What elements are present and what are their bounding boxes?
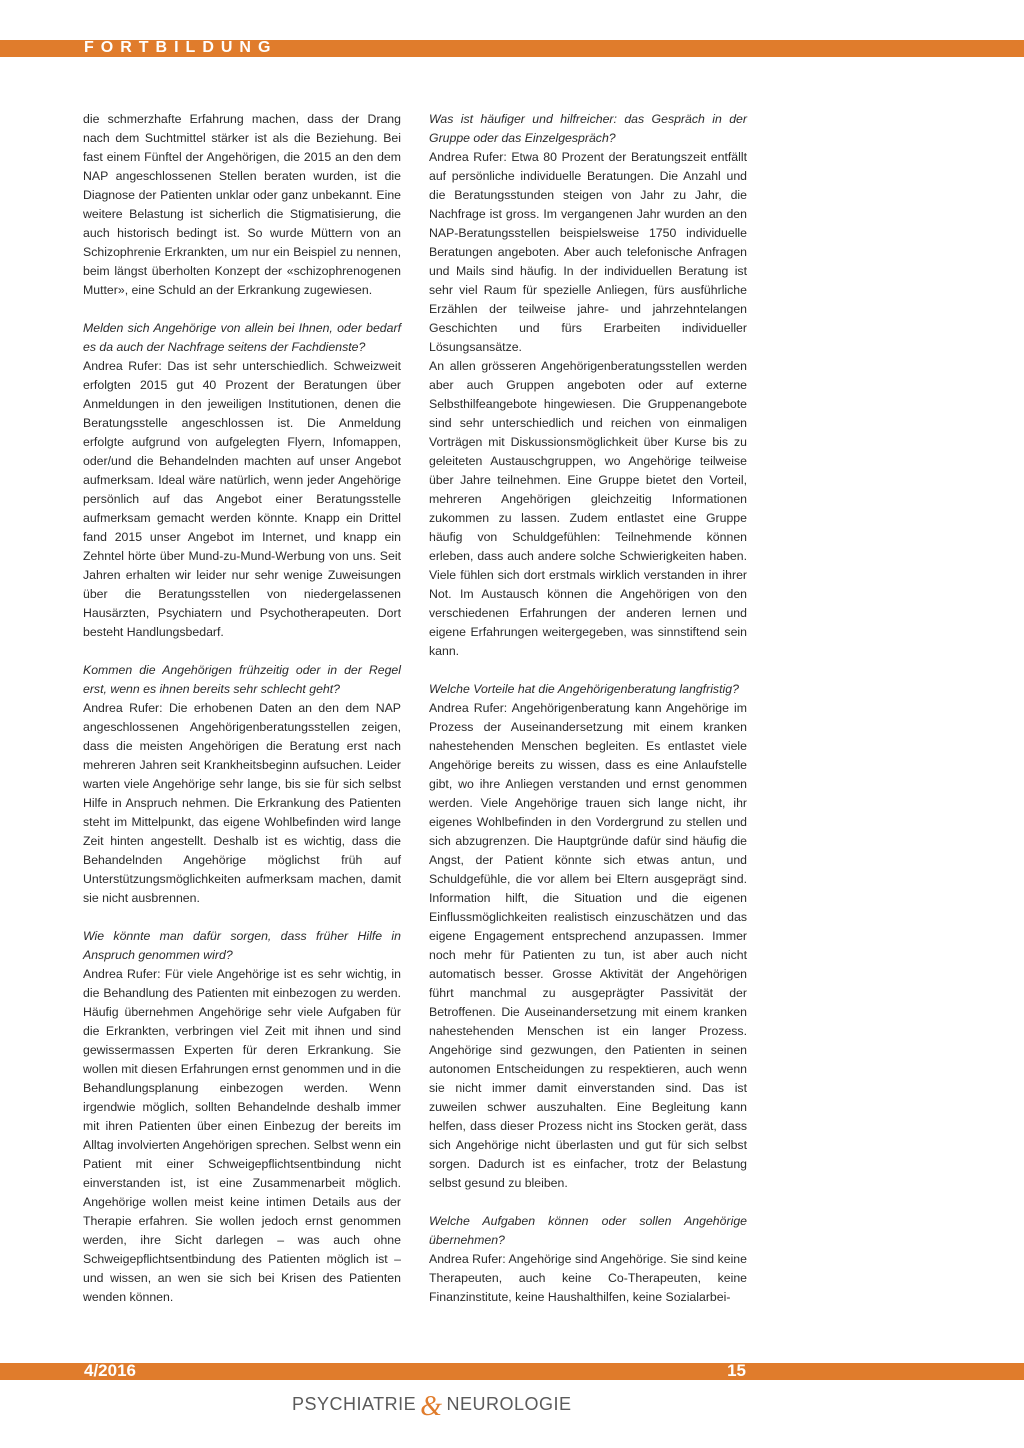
journal-ampersand: & xyxy=(420,1391,443,1422)
answer xyxy=(83,965,401,1307)
page-number: 15 xyxy=(727,1361,746,1380)
answer-text: Das ist sehr unterschiedlich. Schweizweit erfolgten 2015 gut 40 Prozent der Beratungen über Anmeldungen in den jeweiligen Institutionen, denen die Beratungsstelle angeschlossen ist. Die Anmeldung erfolgte aufgrund von aufgelegten Flyern, Infomappen, oder/und die Behandelnden machten auf unser Angebot aufmerksam. Ideal wäre natürlich, wenn jeder Angehörige persönlich auf das Angebot einer Beratungsstelle aufmerksam gemacht werden könnte. Knapp ein Drittel fand 2015 unser Angebot im Internet, und knapp ein Zehntel hörte über Mund-zu-Mund-Werbung von uns. Seit Jahren erhalten wir leider nur sehr wenige Zuweisungen über die Beratungsstellen von niedergelassenen Hausärzten, Psychiatern und Psychotherapeuten. Dort besteht Handlungsbedarf. xyxy=(83,359,401,639)
left-column xyxy=(83,110,401,1307)
answer xyxy=(83,357,401,642)
question: Melden sich Angehörige von allein bei Ihnen, oder bedarf es da auch der Nachfrage seitens der Fachdienste? xyxy=(83,321,401,354)
issue-number: 4/2016 xyxy=(84,1361,136,1380)
paragraph: An allen grösseren Angehörigenberatungsstellen werden aber auch Gruppen angeboten oder auf externe Selbsthilfeangebote hingewiesen. Die Gruppenangebote sind sehr unterschiedlich und reichen von einmaligen Vorträgen mit Diskussionsmöglichkeit über Kurse bis zu geleiteten Austauschgruppen, wo Angehörige teilweise über Jahre teilnehmen. Eine Gruppe bietet den Vorteil, mehreren Angehörigen gleichzeitig Informationen zukommen zu lassen. Zudem entlastet eine Gruppe häufig von Schuldgefühlen: Teilnehmende können erleben, dass auch andere solche Schwierigkeiten haben. Viele fühlen sich dort erstmals wirklich verstanden in ihrer Not. Im Austausch können die Angehörigen von den verschiedenen Erfahrungen der anderen lernen und eigene Erfahrungen weitergegeben, was sinnstiftend sein kann. xyxy=(429,359,747,658)
answer-text: Angehörigenberatung kann Angehörige im Prozess der Auseinandersetzung mit einem kranken nahestehenden Menschen begleiten. Es entlastet viele Angehörige bereits zu wissen, dass es eine Anlaufstelle gibt, wo ihre Anliegen verstanden und ernst genommen werden. Viele Angehörige trauen sich lange nicht, ihr eigenes Wohlbefinden in den Vordergrund zu stellen und sich abzugrenzen. Die Hauptgründe dafür sind häufig die Angst, der Patient könnte sich etwas antun, und Schuldgefühle, die vor allem bei Eltern ausgeprägt sind. Information hilft, die Situation und die eigenen Einflussmöglichkeiten realistisch einzuschätzen und das eigene Engagement entsprechend anzupassen. Immer noch mehr für Patienten zu tun, ist aber auch nicht automatisch besser. Grosse Aktivität der Angehörigen führt manchmal zu ausgeprägter Passivität der Betroffenen. Die Auseinandersetzung mit einem kranken nahestehenden Menschen ist ein langer Prozess. Angehörige sind gezwungen, den Patienten in seinen autonomen Entscheidungen zu respektieren, auch wenn sie nicht immer damit einverstanden sind. Das ist zuweilen schwer auszuhalten. Eine Begleitung kann helfen, dass dieser Prozess nicht ins Stocken gerät, dass sich Angehörige nicht überlasten und gut für sich selbst sorgen. Dadurch ist es einfacher, trotz der Belastung selbst gesund zu bleiben. xyxy=(429,701,747,1190)
paragraph: die schmerzhafte Erfahrung machen, dass der Drang nach dem Suchtmittel stärker ist als die Beziehung. Bei fast einem Fünftel der Angehörigen, die 2015 an den dem NAP angeschlossenen Stellen beraten wurden, ist die Diagnose der Patienten unklar oder ganz unbekannt. Eine weitere Belastung ist sicherlich die Stigmatisierung, die auch historisch bedingt ist. So wurde Müttern von an Schizophrenie Erkrankten, um nur ein Beispiel zu nennen, beim längst überholten Konzept der «schizophrenogenen Mutter», eine Schuld an der Erkrankung zugewiesen. xyxy=(83,112,401,297)
answer xyxy=(429,699,747,1193)
footer-bar xyxy=(0,1363,1024,1380)
speaker-name: Andrea Rufer: xyxy=(429,150,507,164)
speaker-name: Andrea Rufer: xyxy=(429,1252,506,1266)
answer-text: Etwa 80 Prozent der Beratungszeit entfällt auf persönliche individuelle Beratungen. Die Anzahl und die Beratungsstunden steigen von Jahr zu Jahr, die Nachfrage ist gross. Im vergangenen Jahr wurden an den NAP-Beratungsstellen beispielsweise 1750 individuelle Beratungen angeboten. Aber auch telefonische Anfragen und Mails sind häufig. In der individuellen Beratung ist sehr viel Raum für spezielle Anliegen, fürs ausführliche Erzählen der teilweise jahre- und jahrzehntelangen Geschichten und fürs Erarbeiten individueller Lösungsansätze. xyxy=(429,150,747,354)
journal-logo xyxy=(292,1386,572,1422)
question: Welche Vorteile hat die Angehörigenberatung langfristig? xyxy=(429,682,739,696)
question: Welche Aufgaben können oder sollen Angehörige übernehmen? xyxy=(429,1214,747,1247)
answer xyxy=(83,699,401,908)
answer xyxy=(429,1250,747,1307)
right-column xyxy=(429,110,747,1307)
answer xyxy=(429,148,747,357)
journal-name-part1: PSYCHIATRIE xyxy=(292,1394,417,1414)
answer-text: Angehörige sind Angehörige. Sie sind keine Therapeuten, auch keine Co-Therapeuten, keine Finanzinstitute, keine Haushalthilfen, keine Sozialarbei- xyxy=(429,1252,747,1304)
speaker-name: Andrea Rufer: xyxy=(429,701,508,715)
speaker-name: Andrea Rufer: xyxy=(83,359,162,373)
question: Was ist häufiger und hilfreicher: das Gespräch in der Gruppe oder das Einzelgespräch? xyxy=(429,112,747,145)
journal-name-part2: NEUROLOGIE xyxy=(446,1394,572,1414)
speaker-name: Andrea Rufer: xyxy=(83,967,161,981)
section-label: FORTBILDUNG xyxy=(84,39,278,56)
question: Wie könnte man dafür sorgen, dass früher Hilfe in Anspruch genommen wird? xyxy=(83,929,401,962)
speaker-name: Andrea Rufer: xyxy=(83,701,163,715)
answer-text: Für viele Angehörige ist es sehr wichtig, in die Behandlung des Patienten mit einbezogen zu werden. Häufig übernehmen Angehörige sehr viele Aufgaben für die Erkrankten, verbringen viel Zeit mit ihnen und sind gewissermassen Experten für deren Erkrankung. Sie wollen mit diesen Erfahrungen ernst genommen und in die Behandlungsplanung einbezogen werden. Wenn irgendwie möglich, sollten Behandelnde deshalb immer mit ihren Patienten über einen Einbezug der bereits im Alltag involvierten Angehörigen sprechen. Selbst wenn ein Patient mit einer Schweigepflichtsentbindung nicht einverstanden ist, ist eine Zusammenarbeit möglich. Angehörige wollen meist keine intimen Details aus der Therapie erfahren. Sie wollen jedoch ernst genommen werden, ihre Sicht darlegen – was auch ohne Schweigepflichtsentbindung des Patienten möglich ist – und wissen, an wen sie sich bei Krisen des Patienten wenden können. xyxy=(83,967,401,1304)
answer-text: Die erhobenen Daten an den dem NAP angeschlossenen Angehörigenberatungsstellen zeigen, dass die meisten Angehörigen die Beratung erst nach mehreren Jahren seit Krankheitsbeginn aufsuchen. Leider warten viele Angehörige sehr lange, bis sie für sich selbst Hilfe in Anspruch nehmen. Die Erkrankung des Patienten steht im Mittelpunkt, das eigene Wohlbefinden wird lange Zeit hinten angestellt. Deshalb ist es wichtig, dass die Behandelnden Angehörige möglichst früh auf Unterstützungsmöglichkeiten aufmerksam machen, damit sie nicht ausbrennen. xyxy=(83,701,401,905)
question: Kommen die Angehörigen frühzeitig oder in der Regel erst, wenn es ihnen bereits sehr schlecht geht? xyxy=(83,663,401,696)
